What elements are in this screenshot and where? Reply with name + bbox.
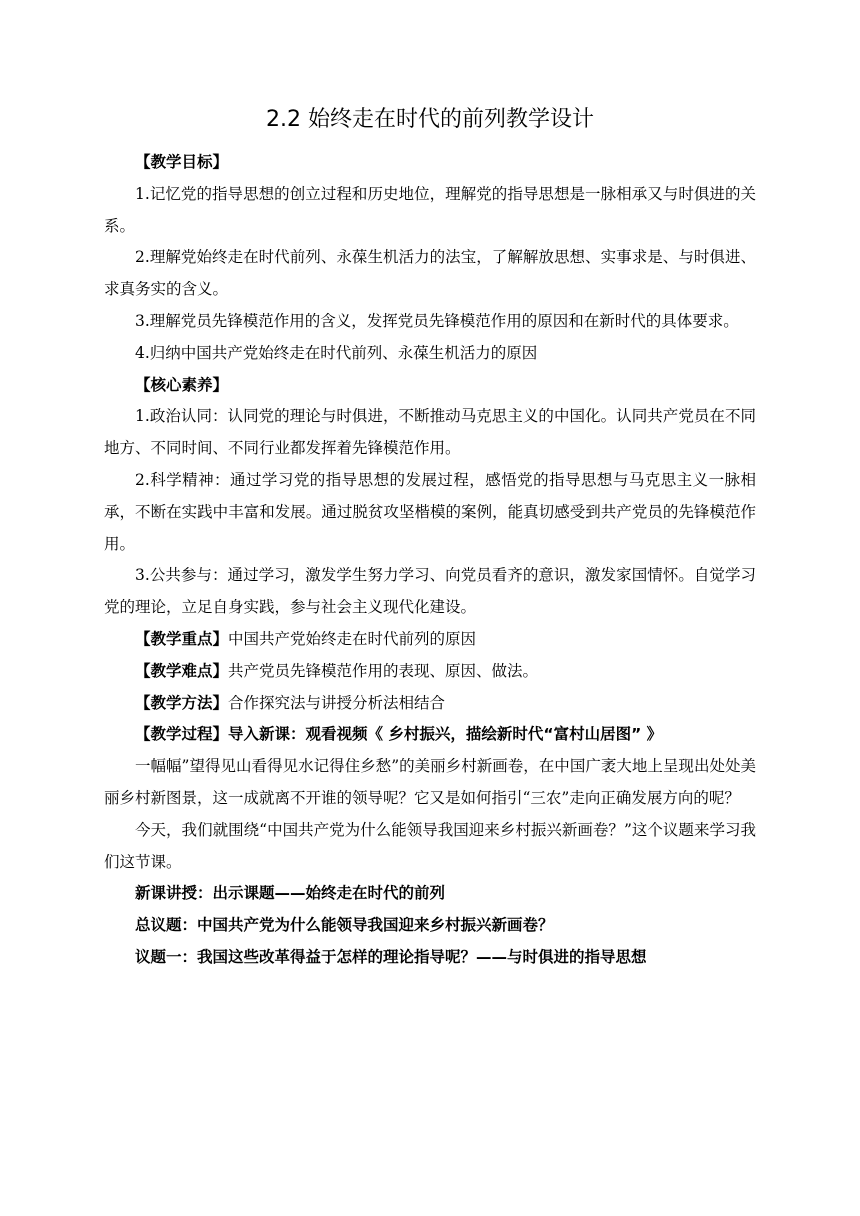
difficulty-text: 共产党员先锋模范作用的表现、原因、做法。 bbox=[228, 661, 539, 680]
literacy-item: 1.政治认同：认同党的理论与时俱进，不断推动马克思主义的中国化。认同共产党员在不同地方、不同时间、不同行业都发挥着先锋模范作用。 bbox=[104, 407, 756, 458]
method-text: 合作探究法与讲授分析法相结合 bbox=[228, 693, 446, 712]
new-lesson-line: 新课讲授：出示课题——始终走在时代的前列 bbox=[135, 884, 446, 903]
literacy-item: 3.公共参与：通过学习，激发学生努力学习、向党员看齐的意识，激发家国情怀。自觉学习党的理论，立足自身实践，参与社会主义现代化建设。 bbox=[104, 566, 756, 617]
page-title: 2.2 始终走在时代的前列教学设计 bbox=[266, 107, 594, 132]
main-topic-line: 总议题：中国共产党为什么能领导我国迎来乡村振兴新画卷？ bbox=[135, 916, 554, 935]
section-heading-objectives: 【教学目标】 bbox=[135, 153, 229, 171]
objective-item: 4.归纳中国共产党始终走在时代前列、永葆生机活力的原因 bbox=[135, 343, 538, 362]
process-paragraph: 一幅幅”望得见山看得见水记得住乡愁”的美丽乡村新画卷，在中国广袤大地上呈现出处处美丽乡村新图景，这一成就离不开谁的领导呢？它又是如何指引“三农”走向正确发展方向的呢？ bbox=[104, 757, 756, 807]
process-line bbox=[104, 719, 756, 751]
key-point-label: 【教学重点】 bbox=[135, 629, 229, 648]
difficulty-line bbox=[104, 656, 756, 688]
objective-item: 2.理解党始终走在时代前列、永葆生机活力的法宝，了解解放思想、实事求是、与时俱进、求真务实的含义。 bbox=[104, 248, 756, 299]
difficulty-label: 【教学难点】 bbox=[135, 661, 229, 680]
key-point-text: 中国共产党始终走在时代前列的原因 bbox=[228, 629, 477, 648]
objective-item: 1.记忆党的指导思想的创立过程和历史地位，理解党的指导思想是一脉相承又与时俱进的关系。 bbox=[104, 184, 756, 235]
process-intro: 导入新课：观看视频《 乡村振兴，描绘新时代“富村山居图” 》 bbox=[228, 725, 663, 744]
method-line bbox=[104, 688, 756, 720]
objective-item: 3.理解党员先锋模范作用的含义，发挥党员先锋模范作用的原因和在新时代的具体要求。 bbox=[135, 311, 739, 330]
key-point-line bbox=[104, 624, 756, 656]
literacy-item: 2.科学精神：通过学习党的指导思想的发展过程，感悟党的指导思想与马克思主义一脉相承，不断在实践中丰富和发展。通过脱贫攻坚楷模的案例，能真切感受到共产党员的先锋模范作用。 bbox=[104, 470, 756, 553]
document-body bbox=[104, 147, 756, 974]
topic-one-line: 议题一：我国这些改革得益于怎样的理论指导呢？——与时俱进的指导思想 bbox=[135, 947, 647, 966]
process-label: 【教学过程】 bbox=[135, 725, 229, 744]
method-label: 【教学方法】 bbox=[135, 693, 229, 712]
section-heading-literacy: 【核心素养】 bbox=[135, 375, 229, 394]
process-paragraph: 今天，我们就围绕“中国共产党为什么能领导我国迎来乡村振兴新画卷？”这个议题来学习我们这节课。 bbox=[104, 820, 756, 871]
